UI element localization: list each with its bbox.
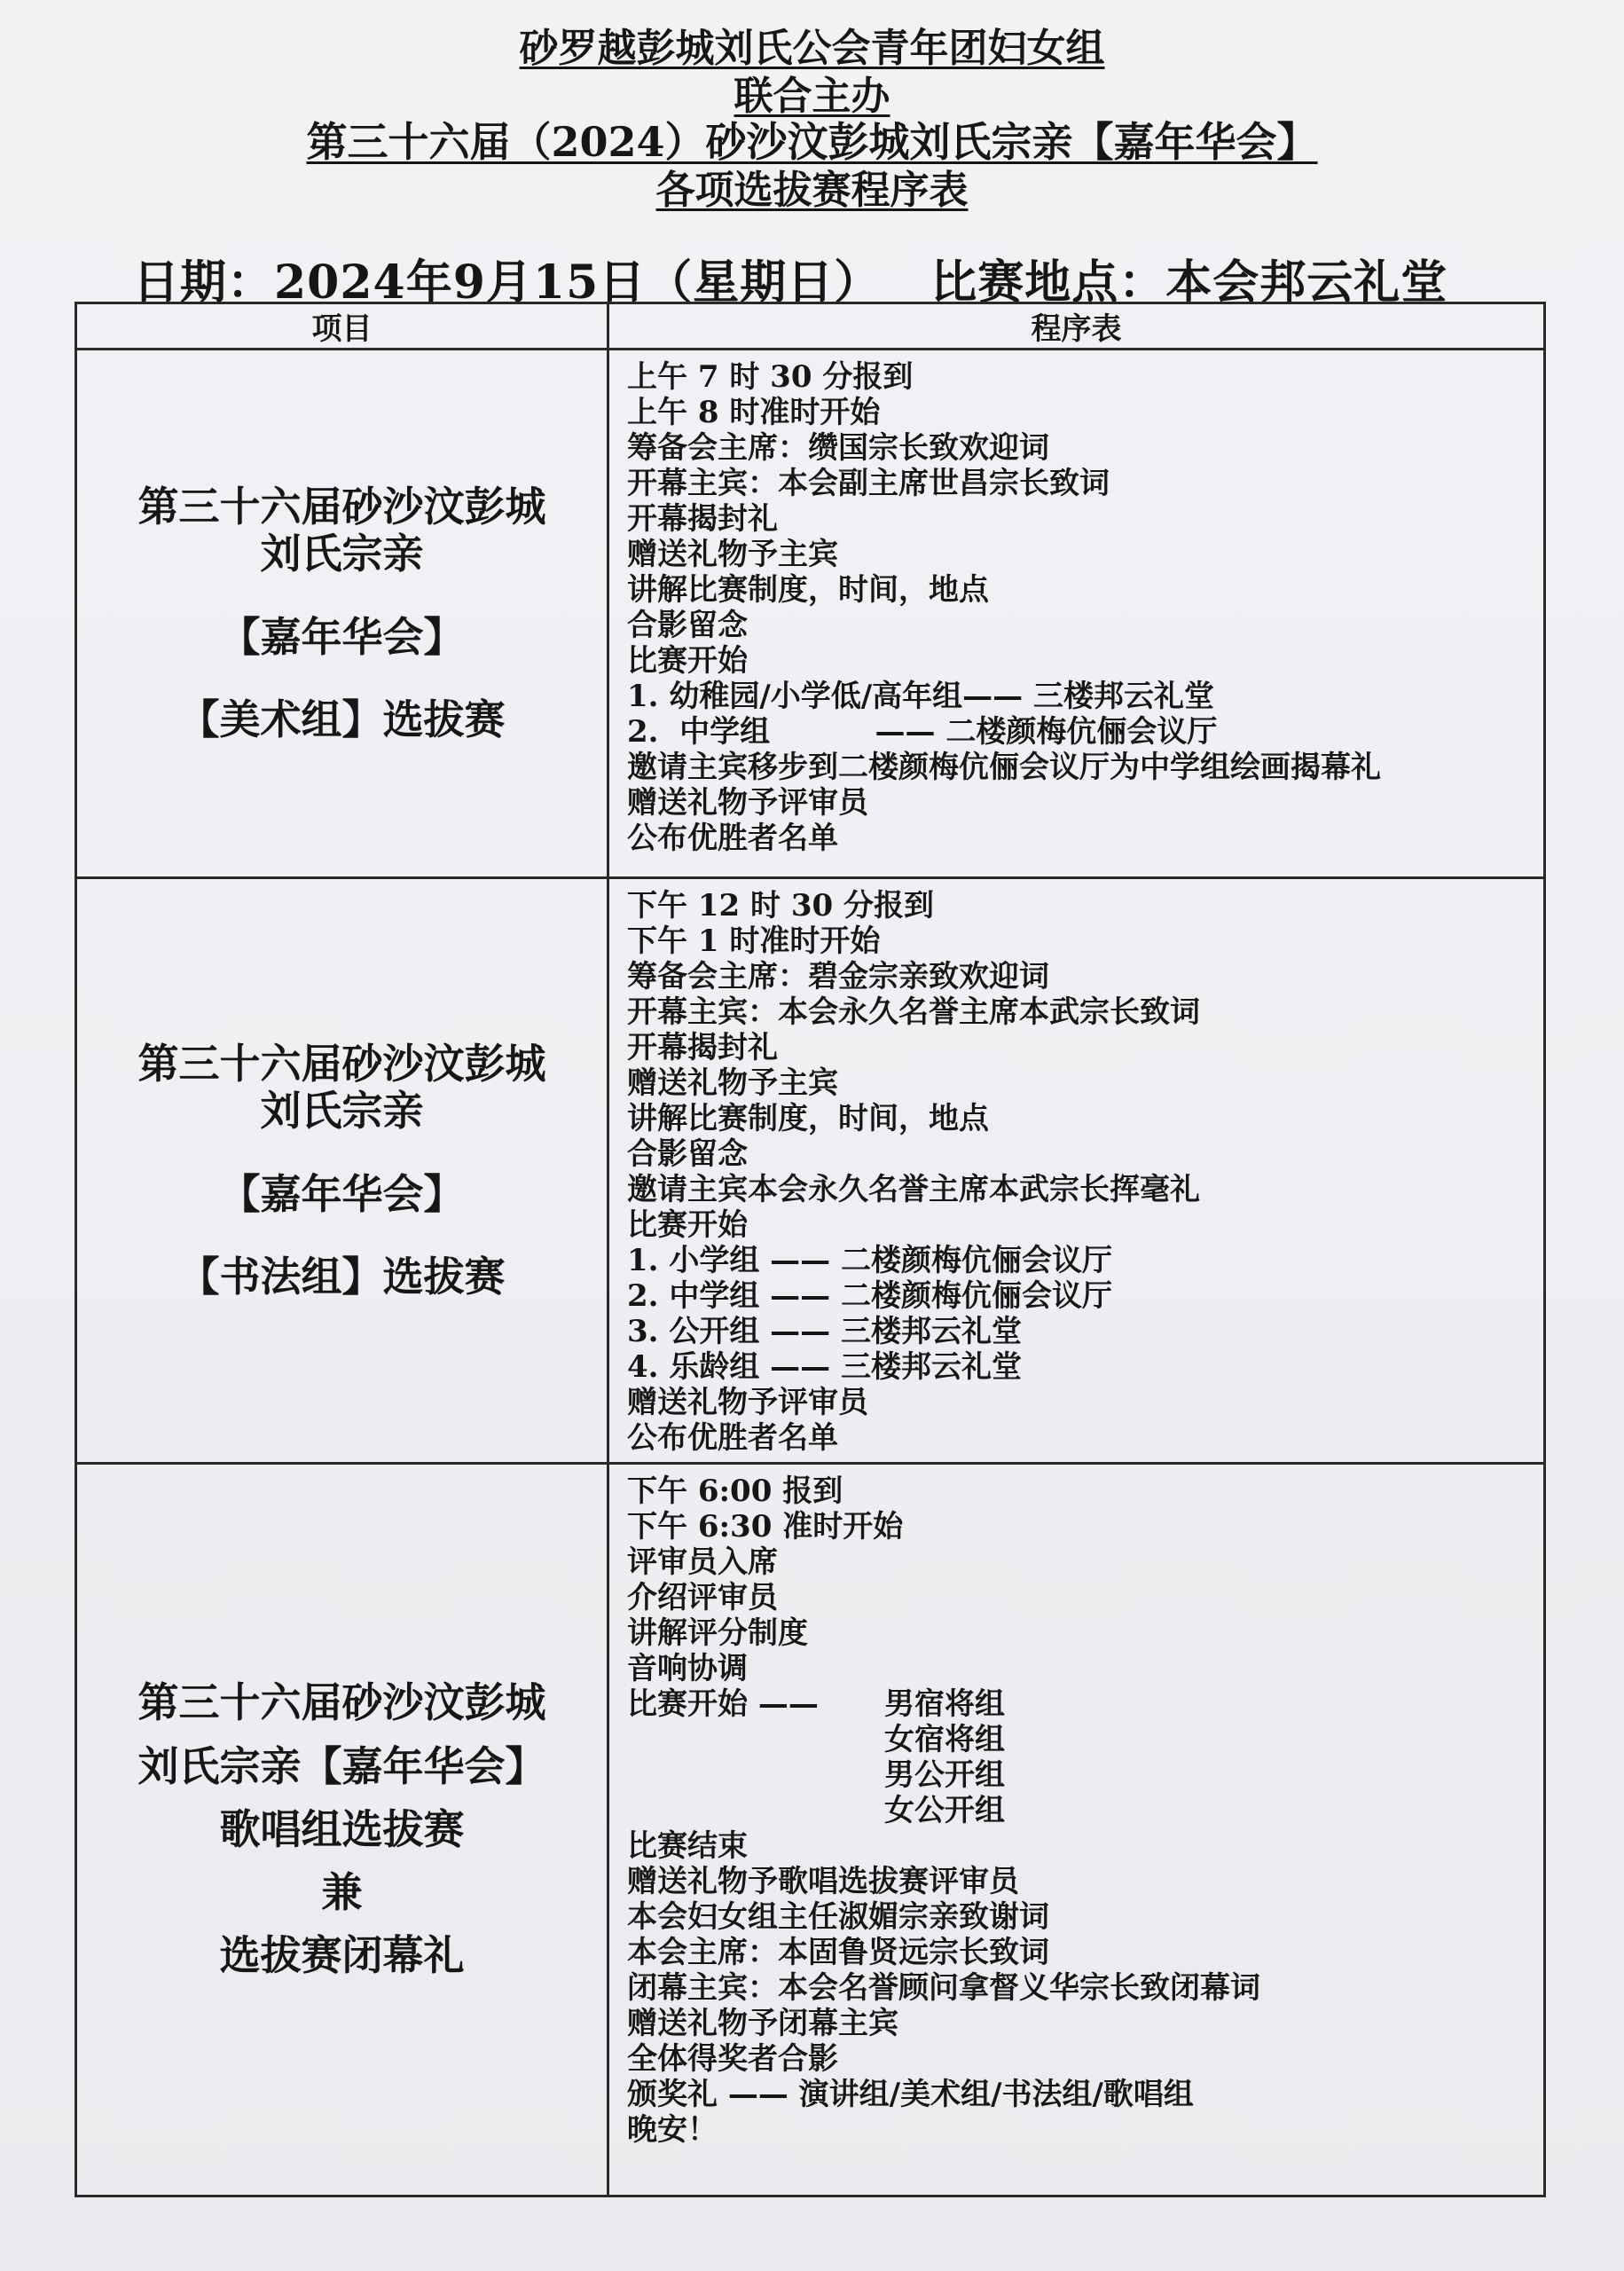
item-line: 【嘉年华会】 [219,612,465,661]
schedule-line: 3. 公开组 —— 三楼邦云礼堂 [627,1314,1023,1349]
schedule-cell [608,350,1545,878]
schedule-line: 公布优胜者名单 [627,1420,838,1456]
schedule-line: 2. 中学组 —— 二楼颜梅伉俪会议厅 [627,1278,1113,1314]
schedule-title: 各项选拔赛程序表 [655,168,969,213]
schedule-line: 合影留念 [627,1136,748,1172]
schedule-line: 开幕揭封礼 [627,501,778,537]
schedule-line: 赠送礼物予歌唱选拔赛评审员 [627,1864,1019,1899]
item-cell [76,1464,608,2196]
item-line: 兼 [321,1868,363,1917]
table-row-art [76,350,1545,878]
column-header-schedule: 程序表 [608,303,1545,350]
schedule-line: 本会妇女组主任淑媚宗亲致谢词 [627,1899,1049,1935]
contest-group: 女公开组 [884,1793,1005,1828]
schedule-line: 本会主席：本固鲁贤远宗长致词 [627,1935,1049,1970]
schedule-line: 开幕揭封礼 [627,1030,778,1065]
schedule-line: 开幕主宾：本会副主席世昌宗长致词 [627,466,1110,501]
schedule-line: 比赛开始 [627,643,748,679]
schedule-line [627,1793,1543,1828]
schedule-line: 介绍评审员 [627,1580,778,1615]
item-line: 选拔赛闭幕礼 [219,1931,465,1980]
schedule-line: 讲解比赛制度，时间，地点 [627,572,989,608]
schedule-cell [608,878,1545,1464]
schedule-cell [608,1464,1545,2196]
table-row-calligraphy [76,878,1545,1464]
schedule-line: 2. 中学组 —— 二楼颜梅伉俪会议厅 [627,714,1218,750]
contest-start-label: 比赛开始 —— [627,1686,819,1722]
schedule-table [75,302,1546,2197]
table-row-singing [76,1464,1545,2196]
event-title: 第三十六届（2024）砂沙汶彭城刘氏宗亲【嘉年华会】 [306,118,1318,166]
item-line: 【书法组】选拔赛 [178,1252,506,1301]
schedule-line: 赠送礼物予主宾 [627,537,838,572]
column-header-item: 项目 [76,303,608,350]
schedule-line: 赠送礼物予主宾 [627,1065,838,1101]
schedule-line: 比赛结束 [627,1828,748,1864]
contest-group: 男宿将组 [884,1686,1005,1722]
schedule-line: 晚安！ [627,2112,718,2148]
schedule-line: 邀请主宾移步到二楼颜梅伉俪会议厅为中学组绘画揭幕礼 [627,750,1381,785]
schedule-line: 邀请主宾本会永久名誉主席本武宗长挥毫礼 [627,1172,1200,1207]
schedule-line: 合影留念 [627,608,748,643]
schedule-line: 下午 6:30 准时开始 [627,1509,904,1544]
item-cell [76,878,608,1464]
table-header-row [76,303,1545,350]
schedule-line: 筹备会主席：缵国宗长致欢迎词 [627,430,1049,466]
item-line: 第三十六届砂沙汶彭城 [137,1678,546,1727]
schedule-line: 赠送礼物予评审员 [627,1385,868,1420]
item-cell [76,350,608,878]
schedule-line: 讲解评分制度 [627,1615,808,1651]
schedule-line: 上午 8 时准时开始 [627,395,881,430]
schedule-line: 下午 1 时准时开始 [627,923,881,959]
schedule-line: 全体得奖者合影 [627,2041,838,2077]
schedule-line: 4. 乐龄组 —— 三楼邦云礼堂 [627,1349,1023,1385]
schedule-line: 1. 小学组 —— 二楼颜梅伉俪会议厅 [627,1243,1113,1278]
schedule-line [627,1757,1543,1793]
schedule-line: 下午 12 时 30 分报到 [627,888,934,923]
item-line: 【美术组】选拔赛 [178,695,506,743]
schedule-line: 公布优胜者名单 [627,821,838,856]
schedule-line: 上午 7 时 30 分报到 [627,359,914,395]
item-line: 【嘉年华会】 [219,1169,465,1218]
event-date: 日期：2024年9月15日（星期日） [133,255,882,310]
co-host-line: 联合主办 [734,74,890,119]
organizer-line: 砂罗越彭城刘氏公会青年团妇女组 [519,26,1105,71]
schedule-line: 比赛开始 [627,1207,748,1243]
schedule-line: 颁奖礼 —— 演讲组/美术组/书法组/歌唱组 [627,2077,1194,2112]
item-line: 第三十六届砂沙汶彭城 [137,482,546,530]
schedule-line: 筹备会主席：碧金宗亲致欢迎词 [627,959,1049,994]
schedule-line: 下午 6:00 报到 [627,1473,843,1509]
schedule-line: 1. 幼稚园/小学低/高年组—— 三楼邦云礼堂 [627,679,1215,714]
item-line: 刘氏宗亲 [260,1087,424,1136]
schedule-line [627,1722,1543,1757]
item-line: 第三十六届砂沙汶彭城 [137,1039,546,1088]
schedule-line: 讲解比赛制度，时间，地点 [627,1101,989,1136]
schedule-line: 赠送礼物予评审员 [627,785,868,821]
contest-group: 男公开组 [884,1757,1005,1793]
schedule-line: 闭幕主宾：本会名誉顾问拿督义华宗长致闭幕词 [627,1970,1260,2006]
contest-group: 女宿将组 [884,1722,1005,1757]
item-line: 刘氏宗亲【嘉年华会】 [137,1741,546,1790]
item-line: 歌唱组选拔赛 [219,1804,465,1853]
item-line: 刘氏宗亲 [260,530,424,578]
event-venue: 比赛地点：本会邦云礼堂 [930,255,1448,310]
schedule-line: 评审员入席 [627,1544,778,1580]
contest-start-line [627,1686,1543,1722]
schedule-line: 音响协调 [627,1651,748,1686]
schedule-line: 赠送礼物予闭幕主宾 [627,2006,898,2041]
schedule-line: 开幕主宾：本会永久名誉主席本武宗长致词 [627,994,1200,1030]
